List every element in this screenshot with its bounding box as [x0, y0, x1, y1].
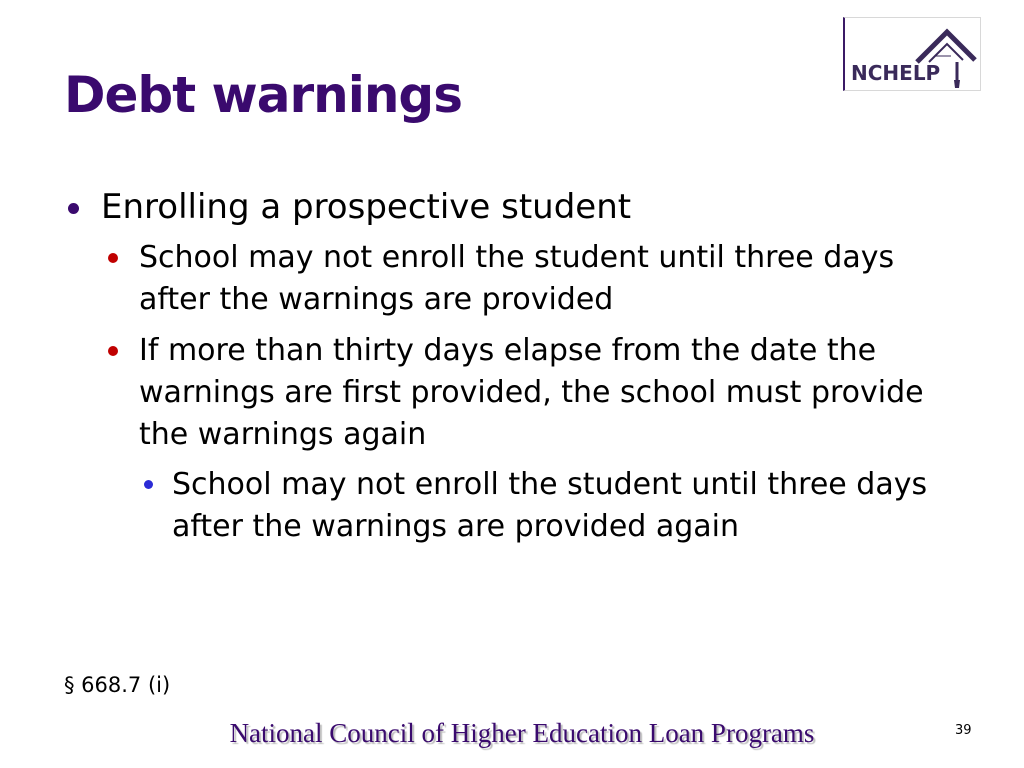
footer-organization-name: National Council of Higher Education Loan Programs — [229, 718, 815, 748]
bullet-level2 — [100, 237, 959, 321]
page-number: 39 — [955, 723, 972, 738]
slide-title: Debt warnings — [64, 66, 462, 124]
bullet-text: School may not enroll the student until three days after the warnings are provided — [139, 240, 895, 317]
bullet-level2 — [100, 330, 959, 456]
bullet-level1 — [60, 186, 980, 228]
nchelp-logo — [843, 17, 981, 91]
bullet-text: Enrolling a prospective student — [101, 187, 632, 227]
bullet-dot-icon — [144, 480, 153, 489]
bullet-level3 — [138, 464, 972, 548]
logo-text: NCHELP — [851, 61, 941, 85]
bullet-list — [60, 186, 980, 548]
bullet-dot-icon — [68, 203, 79, 214]
bullet-text: If more than thirty days elapse from the date the warnings are first provided, the school must provide the warnings again — [139, 333, 924, 452]
citation: § 668.7 (i) — [64, 673, 171, 697]
bullet-dot-icon — [108, 253, 118, 263]
bullet-text: School may not enroll the student until three days after the warnings are provided again — [172, 467, 928, 544]
bullet-dot-icon — [108, 346, 118, 356]
